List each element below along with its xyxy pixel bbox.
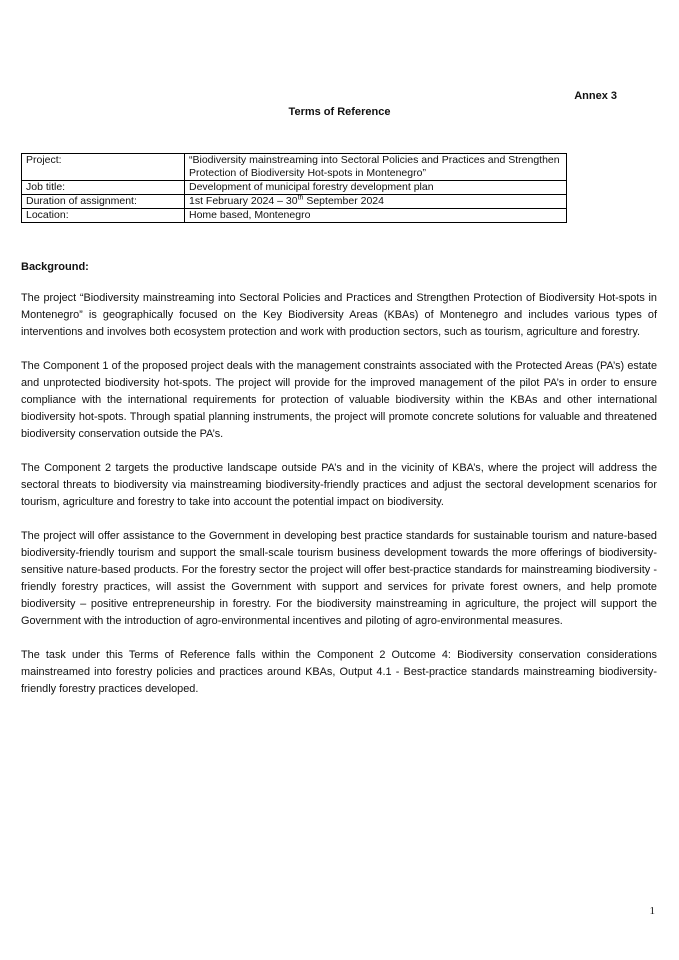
location-label: Location: <box>22 209 185 223</box>
table-row <box>22 195 567 209</box>
job-title-value: Development of municipal forestry development plan <box>185 181 567 195</box>
background-body <box>21 290 657 715</box>
duration-value <box>185 195 567 209</box>
annex-label: Annex 3 <box>574 90 617 102</box>
duration-start: 1st February 2024 – 30 <box>189 195 298 207</box>
project-info-table <box>21 153 567 223</box>
duration-end: September 2024 <box>303 195 384 207</box>
paragraph: The task under this Terms of Reference falls within the Component 2 Outcome 4: Biodiversity conservation considerations mainstreamed into forestry policies and practices around KBAs, Output 4.1 - Best-practice standards mainstreaming biodiversity-friendly forestry practices developed. <box>21 649 657 695</box>
paragraph: The Component 2 targets the productive landscape outside PA’s and in the vicinity of KBA’s, where the project will address the sectoral threats to biodiversity via mainstreaming biodiversity-friendly practices and adjust the sectoral development scenarios for tourism, agriculture and forestry to take into account the potential impact on biodiversity. <box>21 462 657 508</box>
paragraph: The Component 1 of the proposed project deals with the management constraints associated with the Protected Areas (PA’s) estate and unprotected biodiversity hot-spots. The project will provide for the improved management of the pilot PA’s in order to ensure compliance with the international requirements for protection of valuable biodiversity within the KBAs and other international biodiversity hot-spots. Through spatial planning instruments, the project will promote concrete solutions for valuable and threatened biodiversity conservation outside the PA’s. <box>21 360 657 440</box>
job-title-label: Job title: <box>22 181 185 195</box>
project-label: Project: <box>22 154 185 181</box>
document-title: Terms of Reference <box>288 106 391 118</box>
table-row <box>22 209 567 223</box>
location-value: Home based, Montenegro <box>185 209 567 223</box>
page-number: 1 <box>649 905 655 917</box>
project-value: “Biodiversity mainstreaming into Sectoral Policies and Practices and Strengthen Protection of Biodiversity Hot-spots in Montenegro” <box>185 154 567 181</box>
table-row <box>22 181 567 195</box>
duration-superscript: th <box>297 194 304 202</box>
paragraph: The project “Biodiversity mainstreaming into Sectoral Policies and Practices and Strengthen Protection of Biodiversity Hot-spots in Montenegro” is geographically focused on the Key Biodiversity Areas (KBAs) of Montenegro and includes various types of interventions and involves both ecosystem protection and work with production sectors, such as tourism, agriculture and forestry. <box>21 292 657 338</box>
table-row <box>22 154 567 181</box>
duration-label: Duration of assignment: <box>22 195 185 209</box>
background-heading: Background: <box>21 261 89 273</box>
paragraph: The project will offer assistance to the Government in developing best practice standards for sustainable tourism and nature-based biodiversity-friendly tourism and support the small-scale tourism business development towards the more offerings of biodiversity-sensitive nature-based products. For the forestry sector the project will offer best-practice standards for mainstreaming biodiversity - friendly forestry practices, will assist the Government with support and services for private forest owners, and help promote biodiversity – positive entrepreneurship in forestry. For the biodiversity mainstreaming in agriculture, the project will support the Government with the introduction of agro-environmental incentives and piloting of agro-environmental measures. <box>21 530 657 627</box>
